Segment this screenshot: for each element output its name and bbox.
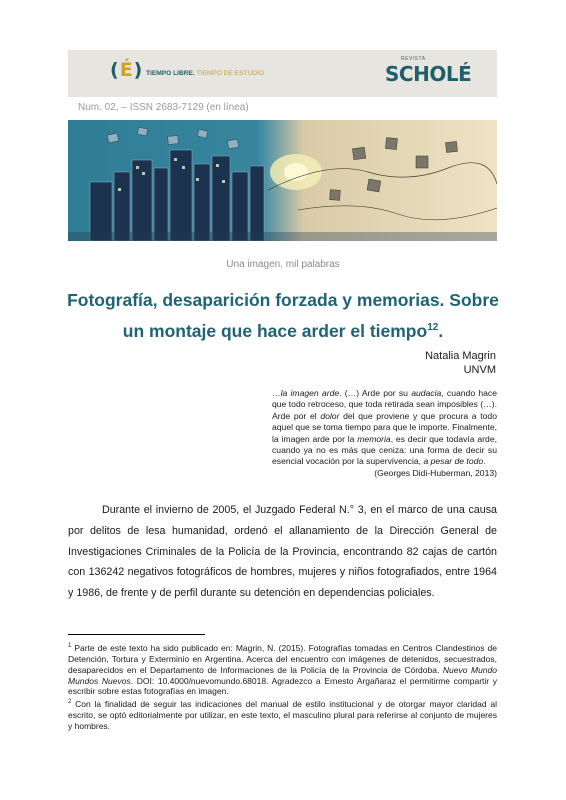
- body-paragraph: Durante el invierno de 2005, el Juzgado Federal N.° 3, en el marco de una causa por delitos de lesa humanidad, ordenó el allanamiento de la Dirección General de Investigaciones Criminales de la Policía de la Provincia, encontrando 82 cajas de cartón con 136242 negativos fotográficos de hombres, mujeres y niños fotografiados, entre 1964 y 1986, de frente y de perfil durante su detención en dependencias policiales.: [68, 504, 497, 600]
- journal-tagline: TIEMPO LIBRE. TIEMPO DE ESTUDIO: [146, 70, 264, 77]
- footnotes: [68, 641, 497, 732]
- hero-illustration: [68, 120, 497, 241]
- author-affiliation: UNVM: [463, 364, 496, 376]
- article-title: [60, 286, 506, 345]
- epigraph: [272, 388, 497, 479]
- title-line-1: Fotografía, desaparición forzada y memorias. Sobre: [67, 290, 499, 310]
- city-illustration: [68, 120, 497, 241]
- author-block: [425, 349, 496, 377]
- section-label: Una imagen, mil palabras: [226, 259, 340, 270]
- footnote-1: $^1$ Parte de este texto ha sido publicado en: Magrin, N. (2015). Fotografías tomadas en Centros Clandestinos de Detención, Tortura y Exterminio en Argentina. Acerca del encuentro con imágenes de detenidos, secuestrados, desaparecidos en el Departamento de Informaciones de la Policía de la Provincia de Córdoba. Nuevo Mundo Mundos Nuevos. DOI: 10.4000/nuevomundo.68018. Agradezco a Ernesto Argañaraz el permitirme compartir y escribir sobre estas fotografías en imagen.: [68, 642, 498, 697]
- article-body: [68, 500, 497, 604]
- footnote-separator: [68, 634, 205, 635]
- revista-label: REVISTA: [401, 56, 426, 62]
- journal-name-logo: SCHOLÉ: [385, 62, 472, 86]
- epigraph-quote: …la imagen arde. (…) Arde por su audacia, cuando hace que todo retroceso, que toda retirada sean imposibles (…). Arde por el dolor del que proviene y que procura a todo aquel que se toma tiempo para que le importe. Finalmente, la imagen arde por la memoria, es decir que todavía arde, cuando ya no es más que ceniza: una forma de decir su esencial vocación por la supervivencia, a pesar de todo.: [272, 388, 497, 467]
- epigraph-citation: (Georges Didi-Huberman, 2013): [374, 467, 497, 478]
- issue-issn-line: Num. 02, – ISSN 2683-7129 (en línea): [78, 102, 249, 113]
- author-name: Natalia Magrin: [425, 350, 496, 362]
- title-footnote-marks: 12: [427, 322, 439, 333]
- journal-logo: (É): [110, 59, 144, 81]
- footnote-2: $^2$ Con la finalidad de seguir las indicaciones del manual de estilo institucional y de otorgar mayor claridad al escrito, se optó editorialmente por utilizar, en este texto, el masculino plural para referirse al conjunto de mujeres y hombres.: [68, 699, 497, 731]
- journal-header-banner: [68, 50, 497, 97]
- title-line-2: un montaje que hace arder el tiempo$^{12}$.: [122, 320, 444, 341]
